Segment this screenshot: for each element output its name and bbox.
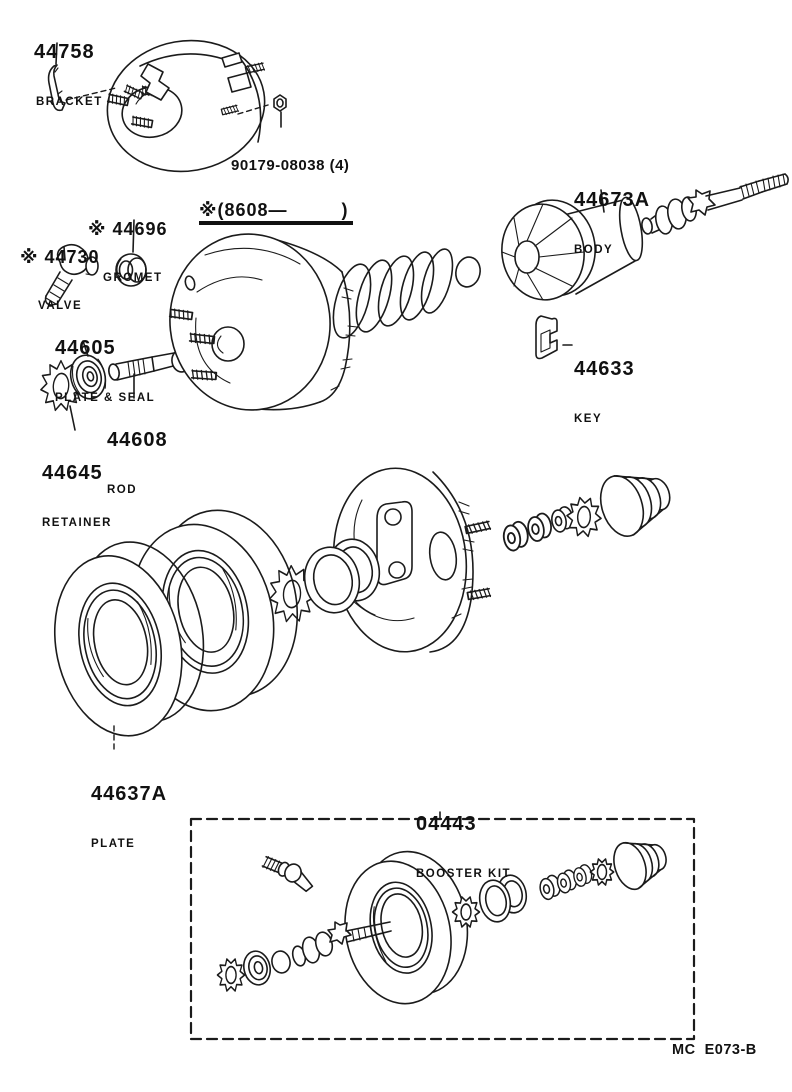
rod-flange-drawing xyxy=(688,190,715,215)
part-name: RETAINER xyxy=(42,517,112,529)
operating-rod-drawing xyxy=(641,174,788,235)
part-number: 44637A xyxy=(91,783,168,805)
kit-washer-set-drawing xyxy=(538,864,594,901)
part-number: ※ 44696 xyxy=(88,219,168,239)
part-name: BODY xyxy=(574,244,614,256)
part-name: VALVE xyxy=(38,300,83,312)
label-body xyxy=(574,158,650,273)
kit-boot-drawing xyxy=(608,832,672,894)
part-name: KEY xyxy=(574,413,603,425)
booster-shell-drawing xyxy=(161,226,357,418)
kit-lock-washer-3-drawing xyxy=(590,859,613,885)
kit-lock-washer-1-drawing xyxy=(217,959,244,991)
label-plate xyxy=(91,752,167,867)
kit-valve-drawing xyxy=(260,853,318,893)
applicability-note xyxy=(199,169,353,241)
part-number: 44758 xyxy=(34,41,95,63)
part-number: 44633 xyxy=(574,358,635,380)
part-number: 44608 xyxy=(107,429,168,451)
part-number: 04443 xyxy=(416,813,477,835)
reaction-disc-drawing xyxy=(453,255,483,289)
page-code: MC E073-B xyxy=(672,1042,757,1058)
label-bracket xyxy=(34,10,103,125)
part-number: 44605 xyxy=(55,337,116,359)
label-booster-kit xyxy=(416,782,511,897)
label-gromet xyxy=(88,188,168,301)
part-name: PLATE xyxy=(91,838,136,850)
part-name: PLATE & SEAL xyxy=(55,392,156,404)
part-number: ※ 44730 xyxy=(20,247,100,267)
label-key xyxy=(574,327,635,442)
part-number: 44673A xyxy=(574,189,651,211)
nut-drawing xyxy=(274,95,286,111)
part-number: 44645 xyxy=(42,462,103,484)
part-name: BOOSTER KIT xyxy=(416,868,512,880)
key-drawing xyxy=(536,316,557,359)
kit-seal-cup-drawing xyxy=(241,949,274,988)
return-spring-drawing xyxy=(326,246,458,342)
part-number: 90179-08038 (4) xyxy=(231,157,350,174)
part-name: BRACKET xyxy=(36,96,103,108)
washer-set-drawing xyxy=(501,506,574,552)
part-name: ROD xyxy=(107,484,138,496)
kit-disc-drawing xyxy=(270,949,292,974)
note-text: ※(8608— ) xyxy=(199,201,353,225)
boot-drawing xyxy=(593,461,678,541)
label-retainer xyxy=(42,431,112,546)
lock-washer-right-drawing xyxy=(566,497,602,538)
part-name: GROMET xyxy=(103,272,163,284)
label-rod xyxy=(107,398,168,513)
kit-lock-washer-2-drawing xyxy=(453,897,480,927)
